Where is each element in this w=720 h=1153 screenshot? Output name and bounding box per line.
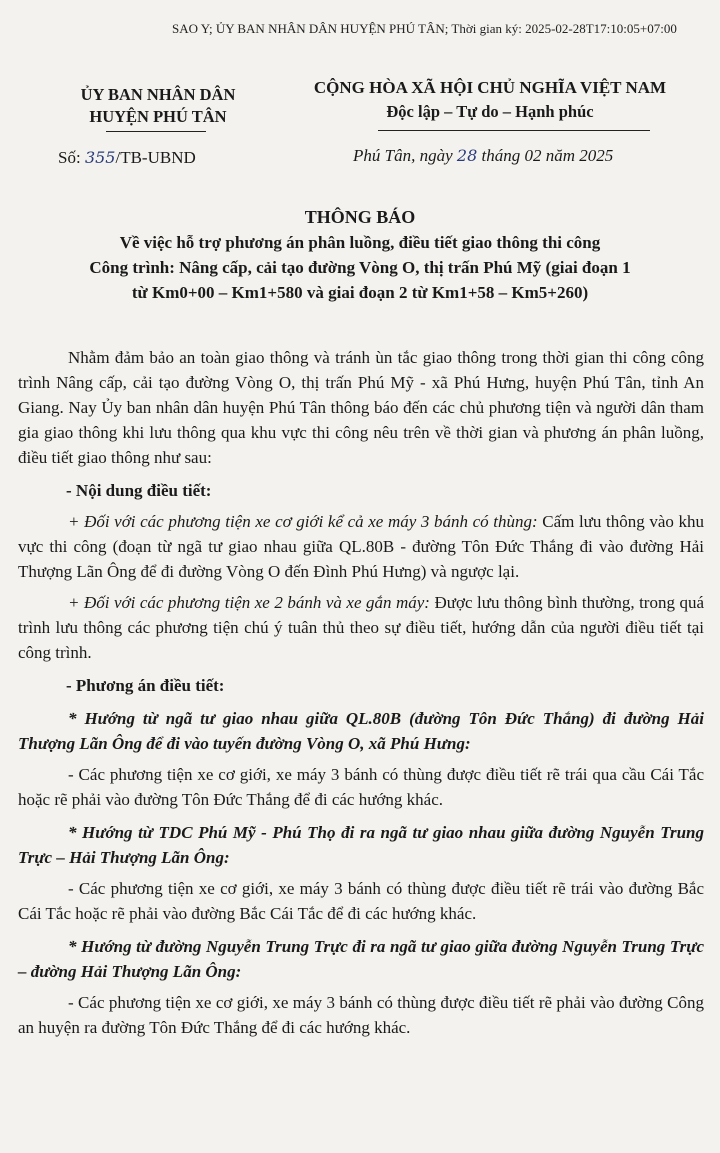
route-1-text: - Các phương tiện xe cơ giới, xe máy 3 bánh có thùng được điều tiết rẽ trái qua cầu Cái Tắc hoặc rẽ phải vào đường Tôn Đức Thắng để đi các hướng khác.	[18, 765, 704, 809]
national-header	[270, 76, 710, 124]
document-date	[353, 146, 613, 166]
notice-title: THÔNG BÁO	[304, 207, 416, 227]
date-suffix: tháng 02 năm 2025	[481, 146, 614, 165]
item-text: Được lưu thông bình thường, trong quá trình lưu thông các phương tiện chú ý tuân thủ theo sự điều tiết, hướng dẫn của người điều tiết tại công trình.	[18, 593, 705, 662]
notice-subject-line-1: Về việc hỗ trợ phương án phân luồng, điều tiết giao thông thi công	[119, 233, 601, 252]
number-handwritten: 355	[84, 148, 116, 167]
agency-line-1: ỦY BAN NHÂN DÂN	[80, 85, 236, 104]
notice-title-block	[20, 205, 700, 305]
item-label: + Đối với các phương tiện xe cơ giới kể cả xe máy 3 bánh có thùng:	[68, 512, 538, 531]
intro-paragraph: Nhằm đảm bảo an toàn giao thông và tránh ùn tắc giao thông trong thời gian thi công công trình Nâng cấp, cải tạo đường Vòng O, thị trấn Phú Mỹ - xã Phú Hưng, huyện Phú Tân, tỉnh An Giang. Nay Ủy ban nhân dân huyện Phú Tân thông báo đến các chủ phương tiện và người dân tham gia giao thông khi lưu thông qua khu vực thi công nêu trên về thời gian và phương án phân luồng, điều tiết giao thông như sau:	[18, 348, 704, 467]
route-3-heading: * Hướng từ đường Nguyễn Trung Trực đi ra ngã tư giao giữa đường Nguyễn Trung Trực – đường Hải Thượng Lãn Ông:	[18, 937, 704, 981]
document-number	[58, 148, 196, 168]
section-regulation-heading: - Nội dung điều tiết:	[66, 481, 212, 500]
route-2-heading: * Hướng từ TDC Phú Mỹ - Phú Thọ đi ra ngã tư giao nhau giữa đường Nguyễn Trung Trực – Hải Thượng Lãn Ông:	[18, 823, 704, 867]
national-motto: Độc lập – Tự do – Hạnh phúc	[386, 102, 594, 121]
regulation-item-motor-vehicles	[18, 509, 704, 584]
item-text: Cấm lưu thông vào khu vực thi công (đoạn từ ngã tư giao nhau giữa QL.80B - đường Tôn Đức Thắng đi vào đường Hải Thượng Lãn Ông để đi đường Vòng O đến Đình Phú Hưng) và ngược lại.	[18, 512, 704, 581]
digital-signature-stamp: SAO Y; ỦY BAN NHÂN DÂN HUYỆN PHÚ TÂN; Thời gian ký: 2025-02-28T17:10:05+07:00	[172, 21, 677, 36]
date-prefix: Phú Tân, ngày	[353, 146, 453, 165]
motto-underline	[378, 130, 650, 131]
number-suffix: /TB-UBND	[115, 148, 196, 167]
agency-underline	[106, 131, 206, 132]
route-2-text: - Các phương tiện xe cơ giới, xe máy 3 bánh có thùng được điều tiết rẽ trái vào đường Bắc Cái Tắc hoặc rẽ phải vào đường Bắc Cái Tắc để đi các hướng khác.	[18, 879, 704, 923]
country-name: CỘNG HÒA XÃ HỘI CHỦ NGHĨA VIỆT NAM	[313, 78, 667, 97]
regulation-item-two-wheelers	[18, 590, 704, 665]
route-3-text: - Các phương tiện xe cơ giới, xe máy 3 bánh có thùng được điều tiết rẽ phải vào đường Công an huyện ra đường Tôn Đức Thắng để đi các hướng khác.	[18, 993, 704, 1037]
route-1-heading: * Hướng từ ngã tư giao nhau giữa QL.80B (đường Tôn Đức Thắng) đi đường Hải Thượng Lãn Ông để đi vào tuyến đường Vòng O, xã Phú Hưng:	[18, 709, 704, 753]
section-plan-heading: - Phương án điều tiết:	[66, 676, 225, 695]
notice-body	[18, 345, 704, 1040]
notice-subject-line-2: Công trình: Nâng cấp, cải tạo đường Vòng O, thị trấn Phú Mỹ (giai đoạn 1	[89, 258, 631, 277]
date-day-handwritten: 28	[456, 146, 478, 165]
issuing-agency	[48, 84, 268, 128]
notice-subject-line-3: từ Km0+00 – Km1+580 và giai đoạn 2 từ Km1+58 – Km5+260)	[131, 283, 589, 302]
item-label: + Đối với các phương tiện xe 2 bánh và xe gắn máy:	[68, 593, 430, 612]
agency-line-2: HUYỆN PHÚ TÂN	[89, 107, 227, 126]
number-prefix: Số:	[58, 148, 81, 167]
